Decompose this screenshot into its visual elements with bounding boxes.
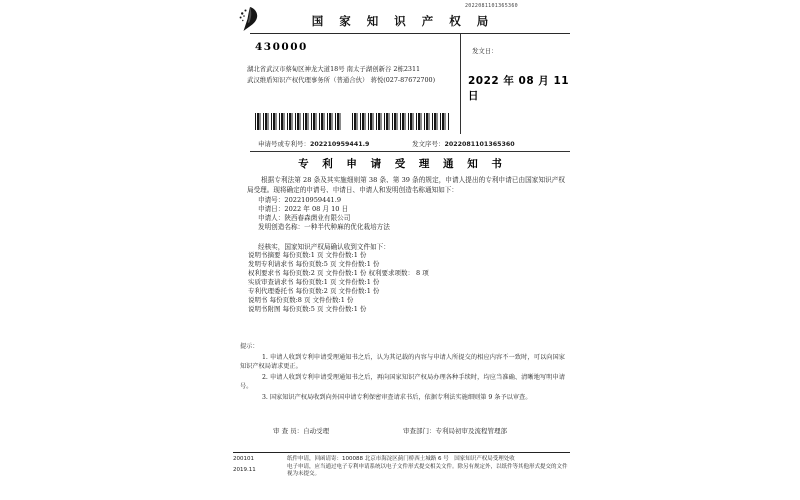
serial-number-label: 发文序号： — [412, 140, 445, 148]
application-number-value: 202210959441.9 — [310, 141, 370, 148]
received-document-item: 发明专利请求书 每份页数:5 页 文件份数:1 份 — [248, 260, 380, 268]
note-item-3: 3. 国家知识产权局收到向外国申请专利保密审查请求书后，依据专利法实施细则第 9 条予以审查。 — [262, 393, 532, 401]
notes-label: 提示： — [240, 343, 259, 350]
department-field — [403, 426, 507, 435]
received-document-item: 说明书 每份页数:8 页 文件份数:1 份 — [248, 296, 354, 304]
footer-form-code: 200101 — [233, 456, 254, 462]
issue-date-label: 发文日： — [472, 47, 498, 55]
patent-acceptance-notice-document — [230, 0, 570, 500]
recipient-address-line1: 湖北省武汉市蔡甸区神龙大道18号 南太子湖创新谷 2栋2311 — [247, 65, 421, 73]
header-divider — [250, 33, 570, 34]
received-document-item: 权利要求书 每份页数:2 页 文件份数:1 份 权利要求项数： 8 项 — [248, 269, 429, 277]
application-fields — [258, 196, 390, 232]
received-documents-list — [248, 251, 429, 314]
received-document-item: 说明书附图 每份页数:5 页 文件份数:1 份 — [248, 305, 367, 313]
intro-paragraph: 根据专利法第 28 条及其实施细则第 38 条、第 39 条的规定，申请人提出的专利申请已由国家知识产权局受理。现将确定的申请号、申请日、申请人和发明创造名称通知如下： — [247, 176, 565, 194]
footer-electronic-instruction: 电子申请，应当通过电子专利申请系统以电子文件形式提交相关文件。除另有规定外，以纸件等其他形式提交的文件视为未提交。 — [287, 463, 568, 477]
examiner-label: 审 查 员： — [273, 427, 304, 435]
barcode-application-number — [255, 113, 341, 130]
field-application-number: 申请号：202210959441.9 — [258, 196, 342, 204]
issue-date-value: 2022 年 08 月 11 日 — [468, 75, 570, 102]
issue-box-divider — [460, 34, 461, 134]
received-document-item: 说明书摘要 每份页数:1 页 文件份数:1 份 — [248, 251, 367, 259]
field-applicant: 申请人：陕西春森菌业有限公司 — [258, 214, 351, 222]
serial-number — [412, 139, 515, 148]
agency-title: 国 家 知 识 产 权 局 — [311, 14, 495, 28]
note-item-1: 1. 申请人收到专利申请受理通知书之后，认为其记载的内容与申请人所提交的相应内容不一致时，可以向国家知识产权局请求更正。 — [240, 353, 565, 371]
field-application-date: 申请日：2022 年 08 月 10 日 — [258, 205, 349, 213]
examiner-field — [273, 426, 329, 435]
footer-form-codes — [233, 456, 283, 477]
field-invention-title: 发明创造名称：一种半代种麻的优化栽培方法 — [258, 223, 390, 231]
application-number — [258, 139, 369, 148]
recipient-address — [247, 64, 435, 85]
recipient-postcode: 430000 — [255, 41, 308, 53]
notes-section — [240, 342, 565, 404]
department-value: 专利局初审及流程管理部 — [435, 427, 507, 435]
note-item-2: 2. 申请人收到专利申请受理通知书之后，再向国家知识产权局办理各种手续时，均应当准确、清晰地写明申请号。 — [240, 373, 565, 391]
footer-paper-instruction: 纸件申请，回函请寄：100088 北京市海淀区蓟门桥西土城路 6 号 国家知识产权局受理处收 — [287, 456, 515, 462]
received-document-item: 实质审查请求书 每份页数:1 页 文件份数:1 份 — [248, 278, 380, 286]
footer-divider — [233, 452, 570, 453]
title-divider — [250, 151, 570, 152]
received-document-item: 专利代理委托书 每份页数:2 页 文件份数:1 份 — [248, 287, 380, 295]
examiner-value: 自动受理 — [303, 427, 330, 435]
document-barcode-number: 2022081101365360 — [465, 3, 518, 9]
recipient-address-line2: 武汉维盾知识产权代理事务所（普通合伙） 蒋悦(027-87672700) — [247, 75, 436, 84]
application-number-label: 申请号或专利号： — [258, 140, 310, 148]
serial-number-value: 2022081101365360 — [444, 141, 515, 148]
document-title: 专 利 申 请 受 理 通 知 书 — [298, 158, 507, 170]
footer-instructions — [287, 456, 570, 478]
footer-form-version: 2019.11 — [233, 466, 256, 473]
barcode-serial-number — [352, 113, 450, 130]
confirmation-intro: 经核实，国家知识产权局确认收到文件如下： — [258, 243, 390, 251]
department-label: 审查部门： — [403, 427, 436, 435]
